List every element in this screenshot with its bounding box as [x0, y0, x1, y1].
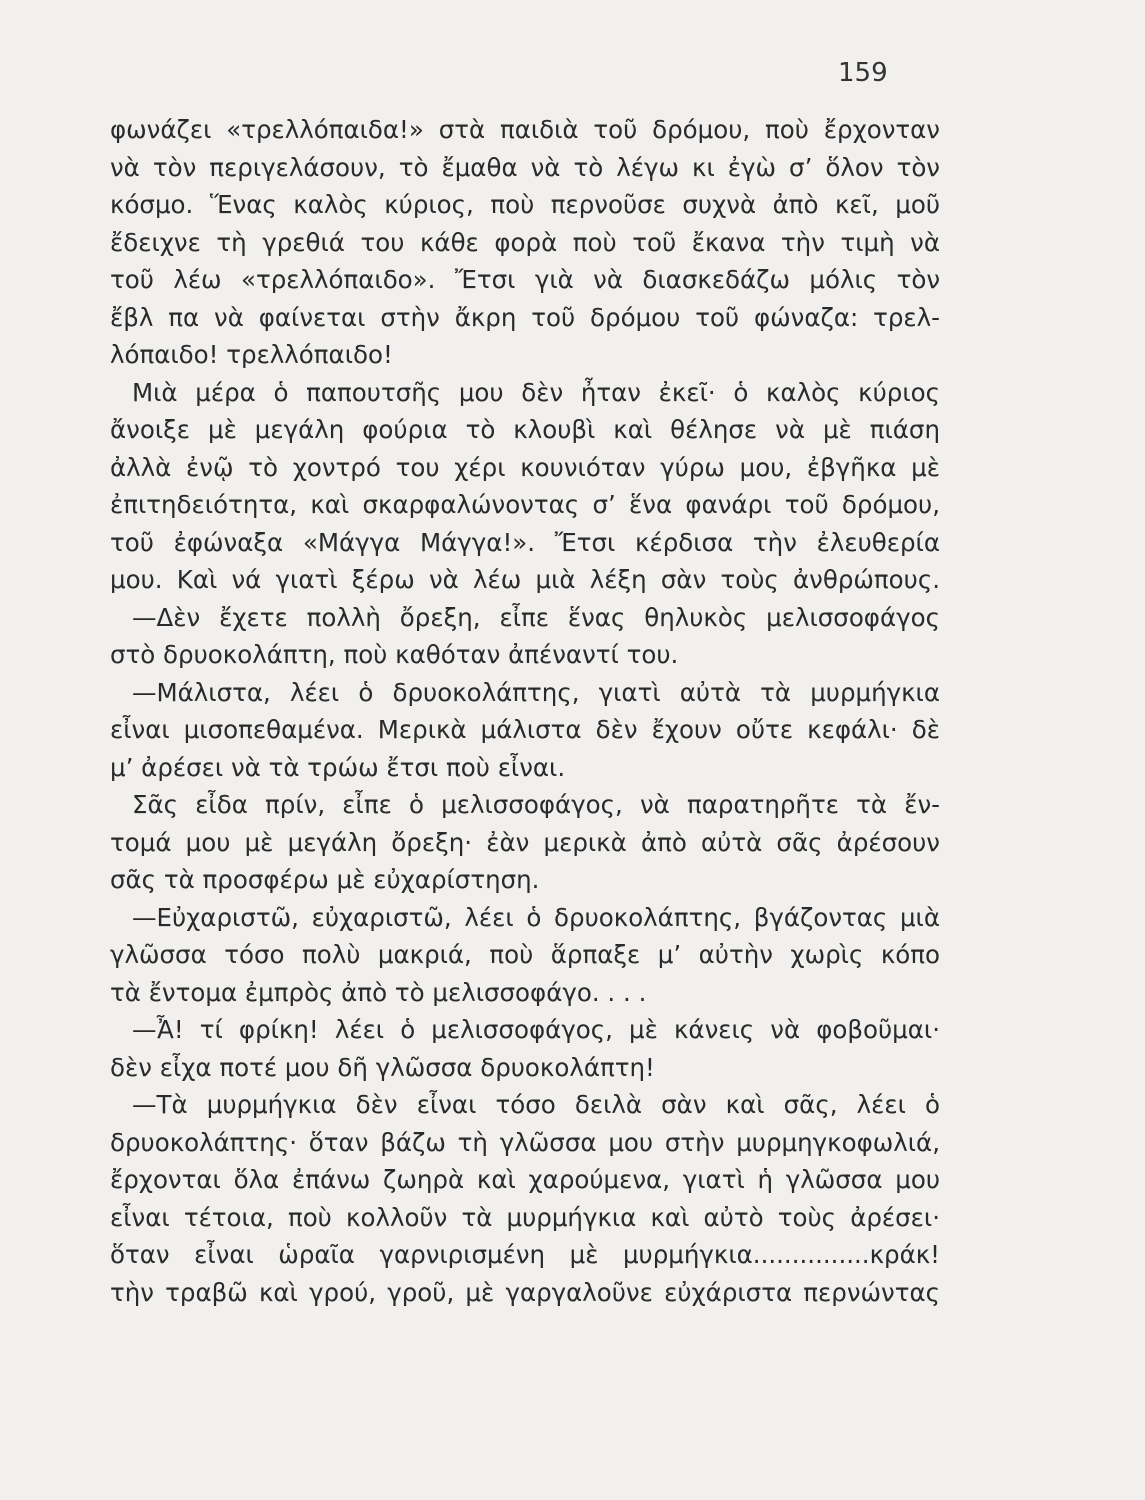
text-line: ἔρχονται ὅλα ἐπάνω ζωηρὰ καὶ χαρούμενα, γιατὶ ἡ γλῶσσα μου	[110, 1165, 940, 1194]
text-line: —Ἆ! τί φρίκη! λέει ὁ μελισσοφάγος, μὲ κάνεις νὰ φοβοῦμαι·	[132, 1015, 940, 1044]
text-line: στὸ δρυοκολάπτη, ποὺ καθόταν ἀπέναντί του.	[110, 640, 679, 669]
page-number: 159	[838, 58, 888, 88]
text-line: τοῦ λέω «τρελλόπαιδο». Ἔτσι γιὰ νὰ διασκεδάζω μόλις τὸν	[110, 265, 940, 294]
text-line: τὰ ἔντομα ἐμπρὸς ἀπὸ τὸ μελισσοφάγο. . . .	[110, 977, 647, 1007]
text-line: μου. Καὶ νά γιατὶ ξέρω νὰ λέω μιὰ λέξη σὰν τοὺς ἀνθρώπους.	[110, 565, 940, 594]
text-line: —Εὐχαριστῶ, εὐχαριστῶ, λέει ὁ δρυοκολάπτης, βγάζοντας μιὰ	[132, 902, 940, 932]
text-line: τομά μου μὲ μεγάλη ὄρεξη· ἐὰν μερικὰ ἀπὸ αὐτὰ σᾶς ἀρέσουν	[110, 827, 940, 857]
text-line: κόσμο. Ἕνας καλὸς κύριος, ποὺ περνοῦσε συχνὰ ἀπὸ κεῖ, μοῦ	[110, 190, 940, 219]
text-line: Μιὰ μέρα ὁ παπουτσῆς μου δὲν ἦταν ἐκεῖ· ὁ καλὸς κύριος	[132, 377, 940, 407]
text-line: δὲν εἶχα ποτέ μου δῆ γλῶσσα δρυοκολάπτη!	[110, 1052, 655, 1082]
text-line: δρυοκολάπτης· ὅταν βάζω τὴ γλῶσσα μου στὴν μυρμηγκοφωλιά,	[110, 1127, 940, 1157]
text-line: τοῦ ἐφώναξα «Μάγγα Μάγγα!». Ἔτσι κέρδισα τὴν ἐλευθερία	[110, 527, 940, 557]
text-line: τὴν τραβῶ καὶ γρού, γροῦ, μὲ γαργαλοῦνε εὐχάριστα περνώντας	[110, 1277, 940, 1307]
text-line: ἔδειχνε τὴ γρεθιά του κάθε φορὰ ποὺ τοῦ ἔκανα τὴν τιμὴ νὰ	[110, 227, 940, 257]
text-line: νὰ τὸν περιγελάσουν, τὸ ἔμαθα νὰ τὸ λέγω κι ἐγὼ σ’ ὅλον τὸν	[110, 152, 940, 182]
text-line: —Μάλιστα, λέει ὁ δρυοκολάπτης, γιατὶ αὐτὰ τὰ μυρμήγκια	[132, 677, 940, 707]
text-line: μ’ ἀρέσει νὰ τὰ τρώω ἔτσι ποὺ εἶναι.	[110, 752, 566, 782]
text-line: ἀλλὰ ἐνῷ τὸ χοντρό του χέρι κουνιόταν γύρω μου, ἐβγῆκα μὲ	[110, 452, 940, 482]
text-line: λόπαιδο! τρελλόπαιδο!	[110, 340, 393, 369]
text-line: —Δὲν ἔχετε πολλὴ ὄρεξη, εἶπε ἕνας θηλυκὸς μελισσοφάγος	[132, 602, 940, 632]
text-line: εἶναι τέτοια, ποὺ κολλοῦν τὰ μυρμήγκια καὶ αὐτὸ τοὺς ἀρέσει·	[110, 1202, 940, 1232]
text-line: —Τὰ μυρμήγκια δὲν εἶναι τόσο δειλὰ σὰν καὶ σᾶς, λέει ὁ	[132, 1090, 940, 1119]
body-text	[110, 111, 940, 1311]
text-line: σᾶς τὰ προσφέρω μὲ εὐχαρίστηση.	[110, 865, 540, 894]
text-line: ἔβλ πα νὰ φαίνεται στὴν ἄκρη τοῦ δρόμου τοῦ φώναζα: τρελ-	[110, 302, 940, 332]
text-line: ἄνοιξε μὲ μεγάλη φούρια τὸ κλουβὶ καὶ θέλησε νὰ μὲ πιάση	[110, 415, 940, 444]
text-line: ὅταν εἶναι ὡραῖα γαρνιρισμένη μὲ μυρμήγκια...............κράκ!	[110, 1240, 940, 1269]
text-line: φωνάζει «τρελλόπαιδα!» στὰ παιδιὰ τοῦ δρόμου, ποὺ ἔρχονταν	[110, 115, 940, 144]
text-line: γλῶσσα τόσο πολὺ μακριά, ποὺ ἅρπαξε μ’ αὐτὴν χωρὶς κόπο	[110, 940, 940, 969]
text-line: Σᾶς εἶδα πρίν, εἶπε ὁ μελισσοφάγος, νὰ παρατηρῆτε τὰ ἔν-	[132, 790, 940, 819]
text-line: εἶναι μισοπεθαμένα. Μερικὰ μάλιστα δὲν ἔχουν οὔτε κεφάλι· δὲ	[110, 715, 940, 744]
text-line: ἐπιτηδειότητα, καὶ σκαρφαλώνοντας σ’ ἕνα φανάρι τοῦ δρόμου,	[110, 490, 940, 519]
